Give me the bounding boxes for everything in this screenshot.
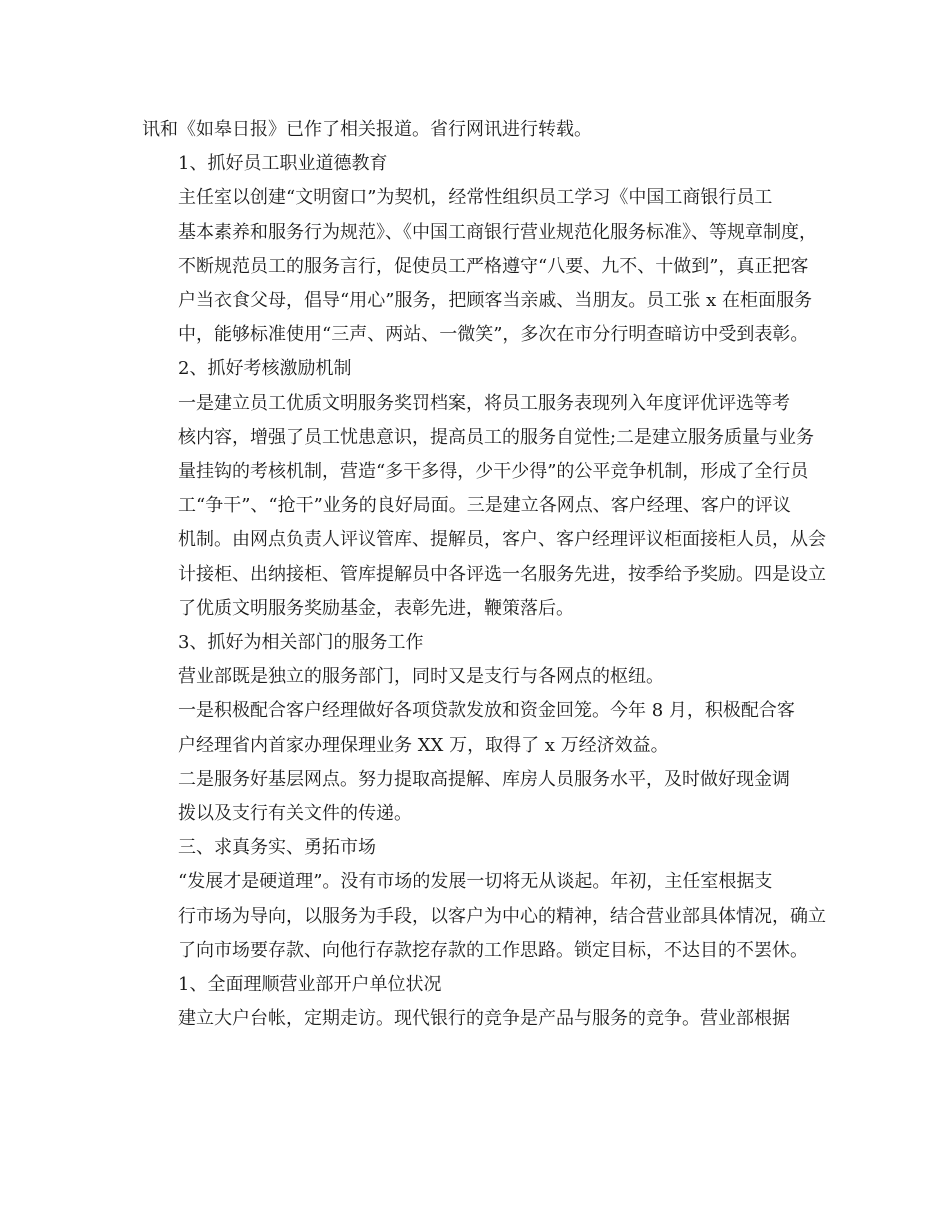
paragraph: [142, 113, 822, 147]
text-line: 不断规范员工的服务言行，促使员工严格遵守“八要、九不、十做到”，真正把客: [178, 255, 809, 277]
paragraph: [142, 352, 822, 386]
text-line: 户当衣食父母，倡导“用心”服务，把顾客当亲戚、当朋友。员工张 x 在柜面服务: [178, 290, 812, 312]
text-line: 一是建立员工优质文明服务奖罚档案，将员工服务表现列入年度评优评选等考: [178, 392, 790, 414]
text-line: 工“争干”、“抢干”业务的良好局面。三是建立各网点、客户经理、客户的评议: [178, 495, 791, 517]
paragraph: [142, 626, 822, 660]
text-line: 1、抓好员工职业道德教育: [178, 153, 388, 175]
paragraph: [142, 1002, 822, 1036]
text-line: 量挂钩的考核机制，营造“多干多得，少干少得”的公平竞争机制，形成了全行员: [178, 461, 809, 483]
text-line: 机制。由网点负责人评议管库、提解员，客户、客户经理评议柜面接柜人员，从会: [178, 529, 826, 551]
paragraph: [142, 181, 822, 352]
text-line: 了向市场要存款、向他行存款挖存款的工作思路。锁定目标，不达目的不罢休。: [178, 939, 808, 961]
text-line: 核内容，增强了员工忧患意识，提高员工的服务自觉性;二是建立服务质量与业务: [178, 426, 815, 448]
paragraph: [142, 865, 826, 968]
paragraph: [142, 968, 822, 1002]
text-line: 了优质文明服务奖励基金，表彰先进，鞭策落后。: [178, 597, 574, 619]
text-line: 讯和《如皋日报》已作了相关报道。省行网讯进行转载。: [142, 119, 592, 140]
text-line: 户经理省内首家办理保理业务 XX 万，取得了 x 万经济效益。: [178, 734, 669, 756]
text-line: 三、求真务实、勇拓市场: [178, 837, 376, 859]
paragraph: [142, 694, 822, 762]
text-line: 1、全面理顺营业部开户单位状况: [178, 974, 442, 996]
text-line: 行市场为导向，以服务为手段，以客户为中心的精神，结合营业部具体情况，确立: [178, 905, 826, 927]
text-line: 2、抓好考核激励机制: [178, 358, 352, 380]
text-line: 计接柜、出纳接柜、管库提解员中各评选一名服务先进，按季给予奖励。四是设立: [178, 563, 826, 585]
paragraph: [142, 660, 822, 694]
text-line: 主任室以创建“文明窗口”为契机，经常性组织员工学习《中国工商银行员工: [178, 187, 773, 209]
paragraph: [142, 831, 822, 865]
text-line: 拨以及支行有关文件的传递。: [178, 803, 412, 825]
text-line: 营业部既是独立的服务部门，同时又是支行与各网点的枢纽。: [178, 666, 664, 688]
text-line: 建立大户台帐，定期走访。现代银行的竞争是产品与服务的竞争。营业部根据: [178, 1008, 790, 1030]
text-line: 3、抓好为相关部门的服务工作: [178, 632, 424, 654]
text-line: 中，能够标准使用“三声、两站、一微笑”，多次在市分行明查暗访中受到表彰。: [178, 324, 809, 346]
paragraph: [142, 387, 826, 626]
document-body: [142, 113, 826, 1036]
text-line: “发展才是硬道理”。没有市场的发展一切将无从谈起。年初，主任室根据支: [178, 871, 773, 893]
text-line: 一是积极配合客户经理做好各项贷款发放和资金回笼。今年 8 月，积极配合客: [178, 700, 795, 722]
paragraph: [142, 763, 822, 831]
text-line: 二是服务好基层网点。努力提取高提解、库房人员服务水平，及时做好现金调: [178, 768, 790, 790]
paragraph: [142, 147, 822, 181]
text-line: 基本素养和服务行为规范》、《中国工商银行营业规范化服务标准》、等规章制度，: [178, 221, 817, 243]
